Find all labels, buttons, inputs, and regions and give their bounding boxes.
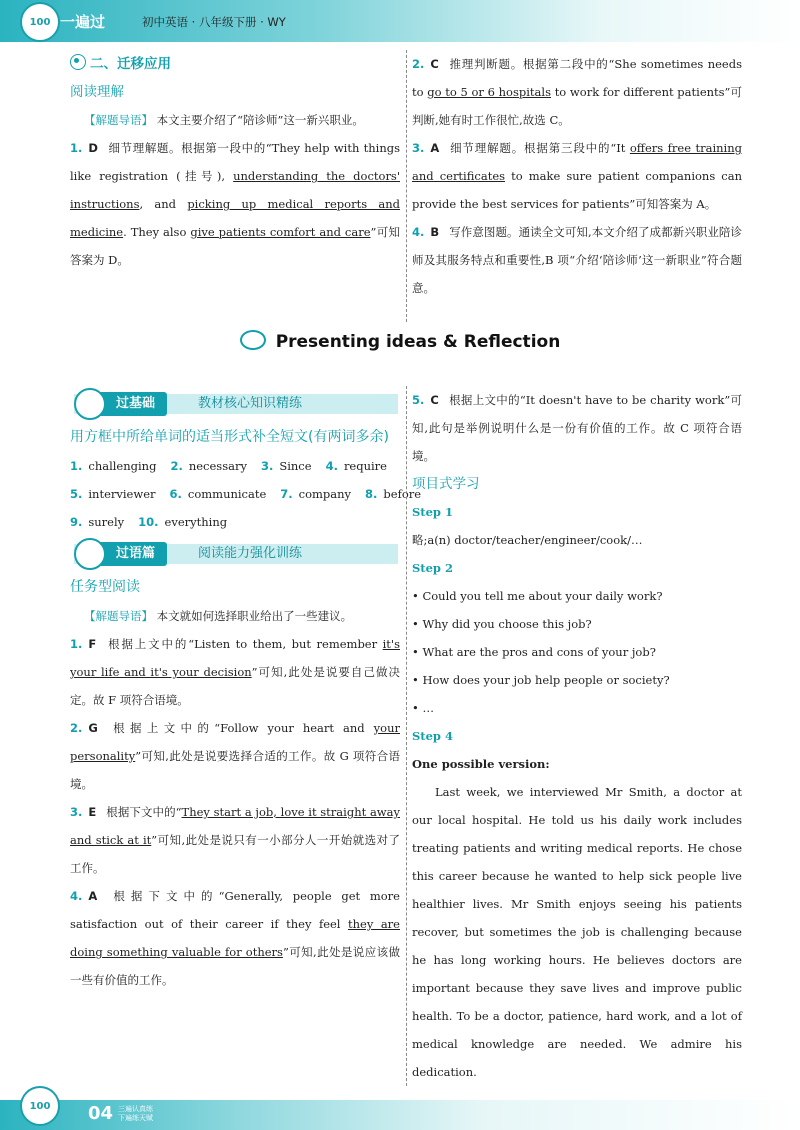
answers-part2-left [70, 386, 422, 994]
vocab-answer: 6. communicate [169, 487, 267, 501]
project-title: 项目式学习 [412, 476, 480, 492]
task-title: 用方框中所给单词的适当形式补全短文(有两词多余) [70, 429, 389, 445]
answers-part2-right [412, 386, 742, 1086]
vocab-row [70, 452, 400, 480]
step2-question: • Could you tell me about your daily work? [412, 589, 663, 603]
vocab-answer: 3. Since [260, 459, 312, 473]
series-title: 初中英语 · 八年级下册 · WY [142, 15, 286, 29]
mascot-icon [74, 388, 106, 420]
mascot-icon [74, 538, 106, 570]
tag-reading [70, 538, 400, 568]
brand-logo-icon [20, 2, 60, 42]
step2-question: • … [412, 701, 434, 715]
vocab-answer: 8. before [365, 487, 422, 501]
tag-label: 过基础 [86, 392, 167, 416]
subsection-title: 阅读理解 [70, 84, 124, 100]
answer-q4: 4. A 根据下文中的“Generally, people get more satisfaction out of their career if they feel they are doing something valuable for others”可知,此处是说应该做一些有价值的工作。 [70, 889, 400, 987]
footer-slogan: 三遍认真练 下遍练天赋 [118, 1105, 153, 1122]
column-divider [406, 386, 407, 1086]
guide-paragraph: 【解题导语】 本文主要介绍了“陪诊师”这一新兴职业。 [84, 113, 364, 127]
answer-q2: 2. G 根据上文中的“Follow your heart and your personality”可知,此处是说要选择合适的工作。故 G 项符合语境。 [70, 721, 400, 791]
section-banner [0, 330, 800, 352]
tag-description: 阅读能力强化训练 [198, 546, 303, 561]
version-label: One possible version: [412, 757, 550, 771]
step2-question: • Why did you choose this job? [412, 617, 592, 631]
sample-essay: Last week, we interviewed Mr Smith, a doctor at our local hospital. He told us his daily work includes treating patients and writing medical reports. He chose this career because he wanted to help sick people live healthier lives. Mr Smith enjoys seeing his patients recover, but sometimes the job is challenging because he has long working hours. He believes doctors are important because they save lives and improve public health. To be a doctor, patience, hard work, and a lot of medical knowledge are needed. We admire his dedication. [412, 785, 742, 1079]
brand-name: 一遍过 [60, 13, 106, 31]
vocab-row [70, 480, 422, 508]
clover-icon [240, 330, 266, 350]
clover-icon [70, 54, 86, 70]
step2-question: • What are the pros and cons of your job? [412, 645, 656, 659]
guide-paragraph: 【解题导语】 本文就如何选择职业给出了一些建议。 [84, 609, 353, 623]
answers-part1-right [412, 50, 742, 302]
step1-text: 略;a(n) doctor/teacher/engineer/cook/… [412, 533, 643, 547]
vocab-answer: 7. company [280, 487, 352, 501]
vocab-answer-list [70, 452, 422, 536]
vocab-answer: 5. interviewer [70, 487, 156, 501]
logo-text: 100 [29, 1100, 51, 1112]
tag-basics [70, 388, 400, 418]
step-label: Step 4 [412, 729, 453, 743]
footer-logo-icon [20, 1086, 60, 1126]
vocab-answer: 2. necessary [170, 459, 247, 473]
vocab-row [70, 508, 400, 536]
answer-q2: 2. C 推理判断题。根据第二段中的“She sometimes needs to go to 5 or 6 hospitals to work for different patients”可判断,她有时工作很忙,故选 C。 [412, 57, 742, 127]
step-label: Step 1 [412, 505, 453, 519]
page-number: 04 [88, 1103, 114, 1124]
vocab-answer: 4. require [325, 459, 387, 473]
answer-q3: 3. A 细节理解题。根据第三段中的“It offers free training and certificates to make sure patient companions can provide the best services for patients”可知答案为 A。 [412, 141, 743, 211]
logo-text: 100 [29, 16, 51, 28]
section-title: 二、迁移应用 [70, 50, 400, 78]
answer-q5: 5. C 根据上文中的“It doesn't have to be charity work”可知,此句是举例说明什么是一份有价值的工作。故 C 项符合语境。 [412, 393, 742, 463]
tag-description: 教材核心知识精练 [198, 396, 303, 411]
answers-part1-left [70, 50, 400, 274]
banner-title: Presenting ideas & Reflection [275, 332, 561, 352]
vocab-answer: 1. challenging [70, 459, 157, 473]
tag-label: 过语篇 [86, 542, 167, 566]
task-title: 任务型阅读 [70, 579, 140, 595]
answer-q1: 1. F 根据上文中的“Listen to them, but remember it's your life and it's your decision”可知,此处是说要自己做决定。故 F 项符合语境。 [70, 637, 400, 707]
step2-question-list [412, 582, 742, 722]
vocab-answer: 9. surely [70, 515, 125, 529]
vocab-answer: 10. everything [138, 515, 228, 529]
step-label: Step 2 [412, 561, 453, 575]
header-bar [0, 0, 800, 42]
answer-q1: 1. D 细节理解题。根据第一段中的“They help with things like registration (挂号), understanding the doctors' instructions, and picking up medical reports and medicine. They also give patients comfort and care”可知答案为 D。 [70, 141, 401, 267]
answer-q3: 3. E 根据下文中的“They start a job, love it straight away and stick at it”可知,此处是说只有一小部分人一开始就选对了工作。 [70, 805, 400, 875]
step2-question: • How does your job help people or society? [412, 673, 670, 687]
answer-q4: 4. B 写作意图题。通读全文可知,本文介绍了成都新兴职业陪诊师及其服务特点和重要性,B 项“介绍‘陪诊师’这一新职业”符合题意。 [412, 225, 742, 295]
column-divider [406, 50, 407, 322]
